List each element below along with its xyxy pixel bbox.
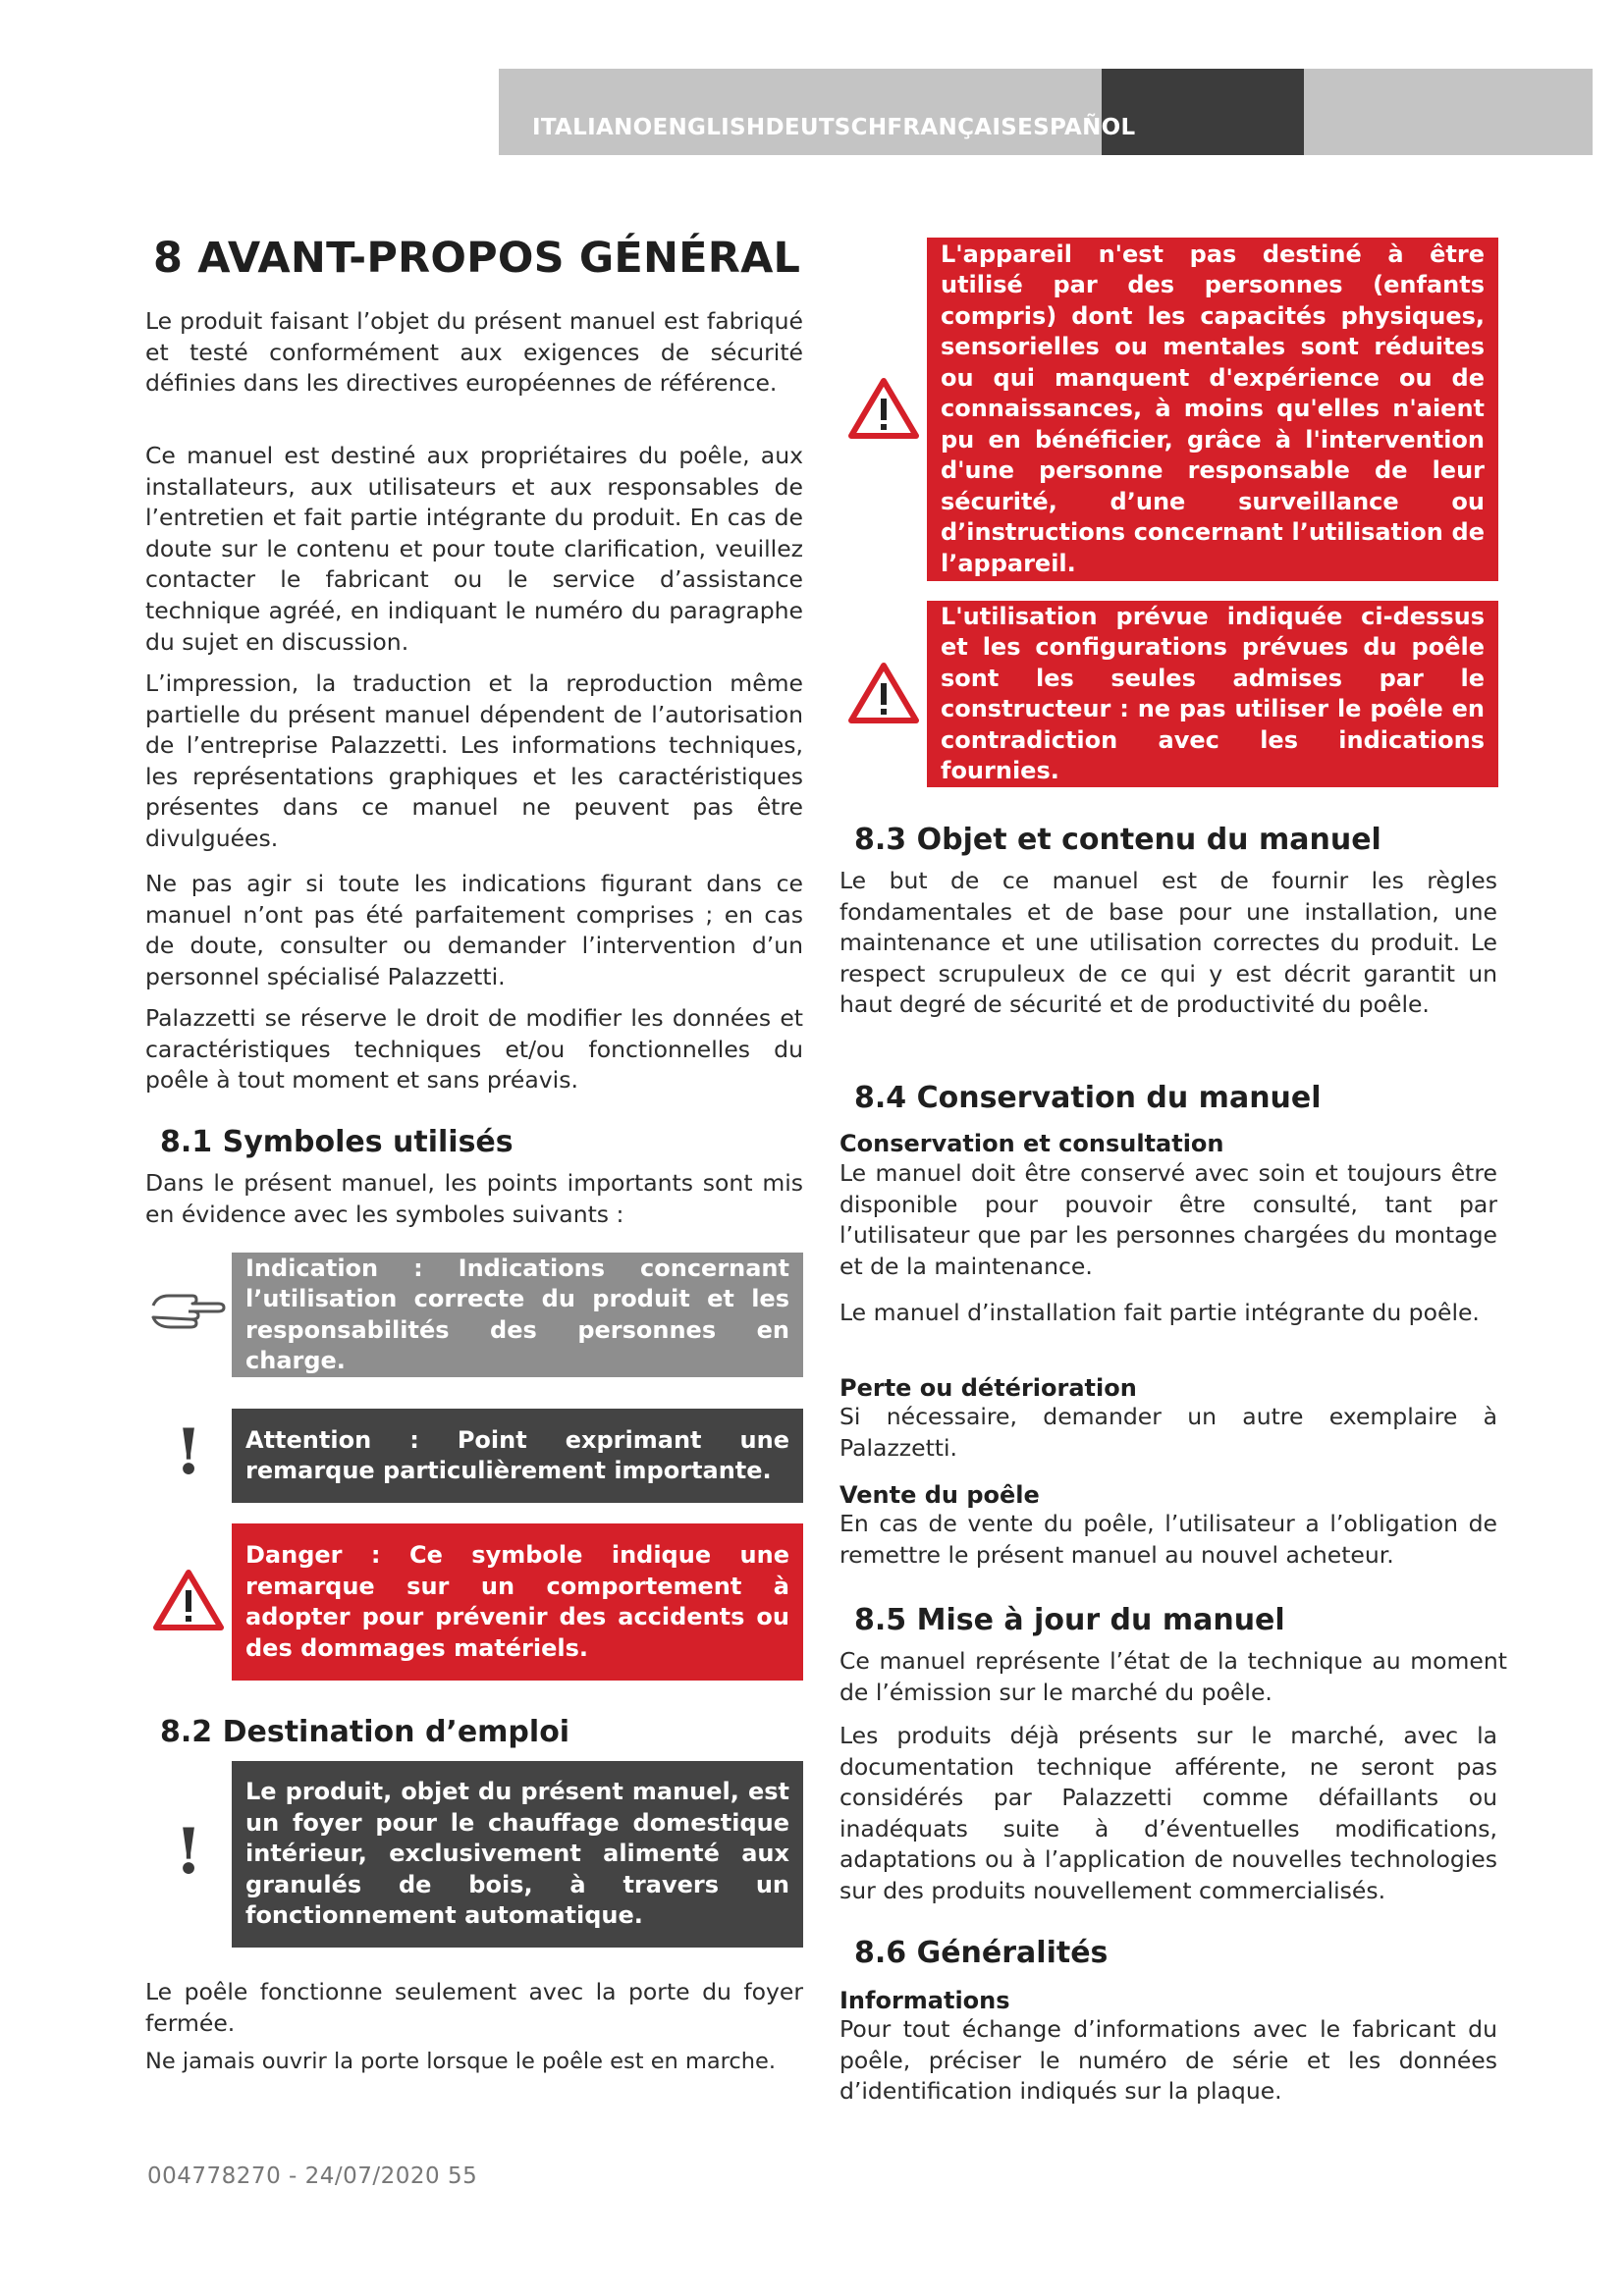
subheading-information: Informations [839, 1987, 1010, 2014]
exclamation-icon-destination: ! [175, 1815, 203, 1889]
destination-box [232, 1761, 803, 1948]
paragraph-symbols-intro: Dans le présent manuel, les points importants sont mis en évidence avec les symboles suivants : [145, 1169, 803, 1228]
intended-use-text: L'utilisation prévue indiquée ci-dessus et les configurations prévues du poêle sont les seules admises par le constructeur : ne pas utiliser le poêle en contradiction avec les indications fournies. [941, 602, 1485, 784]
warning-triangle-icon-1 [848, 377, 919, 444]
paragraph-information: Pour tout échange d’informations avec le fabricant du poêle, préciser le numéro de série et les données d’identification indiqués sur la plaque. [839, 2015, 1497, 2106]
paragraph-door-closed: Le poêle fonctionne seulement avec la porte du foyer fermée. [145, 1978, 803, 2037]
paragraph-modifications: Palazzetti se réserve le droit de modifier les données et caractéristiques techniques et/ou fonctionnelles du poêle à tout moment et sans préavis. [145, 1004, 803, 1095]
section-8-6-title: 8.6 Généralités [854, 1936, 1109, 1970]
destination-text: Le produit, objet du présent manuel, est un foyer pour le chauffage domestique intérieur, exclusivement alimenté aux granulés de bois, à travers un fonctionnement automatique. [245, 1778, 789, 1930]
danger-box [232, 1523, 803, 1681]
section-8-1-title: 8.1 Symboles utilisés [160, 1125, 514, 1159]
subheading-conservation: Conservation et consultation [839, 1130, 1224, 1157]
warning-triangle-icon-2 [848, 662, 919, 728]
page-title: 8 AVANT-PROPOS GÉNÉRAL [153, 234, 801, 283]
section-8-3-title: 8.3 Objet et contenu du manuel [854, 823, 1381, 857]
warning-triangle-icon [153, 1569, 224, 1635]
paragraph-update-products: Les produits déjà présents sur le marché, avec la documentation technique afférente, ne seront pas considérés par Palazzetti comme défaillants ou inadéquats suite à d’éventuelles modifications, adaptations ou à l’application de nouvelles technologies sur des produits nouvellement commercialisés. [839, 1722, 1497, 1904]
paragraph-integral-part: Le manuel d’installation fait partie intégrante du poêle. [839, 1299, 1480, 1326]
indication-box [232, 1253, 803, 1377]
user-restriction-text: L'appareil n'est pas destiné à être utilisé par des personnes (enfants compris) dont les capacités physiques, sensorielles ou mentales sont réduites ou qui manquent d'expérience ou de connaissances, à moins qu'elles n'aient pu en bénéficier, grâce à l'intervention d'une personne responsable de leur sécurité, d’une surveillance ou d’instructions concernant l’utilisation de l’appareil. [941, 240, 1485, 577]
paragraph-manual-purpose: Le but de ce manuel est de fournir les règles fondamentales et de base pour une installation, une maintenance et une utilisation correctes du produit. Le respect scrupuleux de ce qui y est décrit garantit un haut degré de sécurité et de productivité du poêle. [839, 867, 1497, 1019]
paragraph-loss: Si nécessaire, demander un autre exemplaire à Palazzetti. [839, 1403, 1497, 1462]
paragraph-sale: En cas de vente du poêle, l’utilisateur a l’obligation de remettre le présent manuel au nouvel acheteur. [839, 1510, 1497, 1569]
attention-text: Attention : Point exprimant une remarque particulièrement importante. [245, 1425, 789, 1484]
language-bar [499, 69, 1593, 155]
pointing-hand-icon [149, 1284, 228, 1337]
subheading-loss: Perte ou détérioration [839, 1374, 1137, 1402]
user-restriction-box [927, 238, 1498, 581]
paragraph-update-state: Ce manuel représente l’état de la technique au moment de l’émission sur le marché du poêle. [839, 1647, 1507, 1706]
danger-text: Danger : Ce symbole indique une remarque sur un comportement à adopter pour prévenir des accidents ou des dommages matériels. [245, 1541, 789, 1662]
intended-use-box [927, 601, 1498, 787]
indication-text: Indication : Indications concernant l’utilisation correcte du produit et les responsabilités des personnes en charge. [245, 1254, 789, 1374]
exclamation-icon: ! [175, 1415, 203, 1489]
paragraph-understanding: Ne pas agir si toute les indications figurant dans ce manuel n’ont pas été parfaitement comprises ; en cas de doute, consulter ou demander l’intervention d’un personnel spécialisé Palazzetti. [145, 870, 803, 990]
section-8-5-title: 8.5 Mise à jour du manuel [854, 1603, 1285, 1637]
paragraph-copyright: L’impression, la traduction et la reproduction même partielle du présent manuel dépendent de l’autorisation de l’entreprise Palazzetti. Les informations techniques, les représentations graphiques et les caractéristiques présentes dans ce manuel ne peuvent pas être divulguées. [145, 669, 803, 852]
page-footer: 004778270 - 24/07/2020 55 [147, 2163, 478, 2189]
section-8-2-title: 8.2 Destination d’emploi [160, 1715, 570, 1749]
language-list: ITALIANOENGLISHDEUTSCHFRANÇAISESPAÑOL [532, 115, 1136, 140]
subheading-sale: Vente du poêle [839, 1481, 1040, 1509]
paragraph-conservation: Le manuel doit être conservé avec soin et toujours être disponible pour pouvoir être consulté, tant par l’utilisateur que par les personnes chargées du montage et de la maintenance. [839, 1159, 1497, 1280]
attention-box [232, 1409, 803, 1503]
paragraph-intro: Le produit faisant l’objet du présent manuel est fabriqué et testé conformément aux exigences de sécurité définies dans les directives européennes de référence. [145, 307, 803, 398]
section-8-4-title: 8.4 Conservation du manuel [854, 1081, 1322, 1115]
paragraph-door-warning: Ne jamais ouvrir la porte lorsque le poêle est en marche. [145, 2049, 777, 2074]
paragraph-audience: Ce manuel est destiné aux propriétaires du poêle, aux installateurs, aux utilisateurs et aux responsables de l’entretien et fait partie intégrante du produit. En cas de doute sur le contenu et pour toute clarification, veuillez contacter le fabricant ou le service d’assistance technique agréé, en indiquant le numéro du paragraphe du sujet en discussion. [145, 442, 803, 656]
